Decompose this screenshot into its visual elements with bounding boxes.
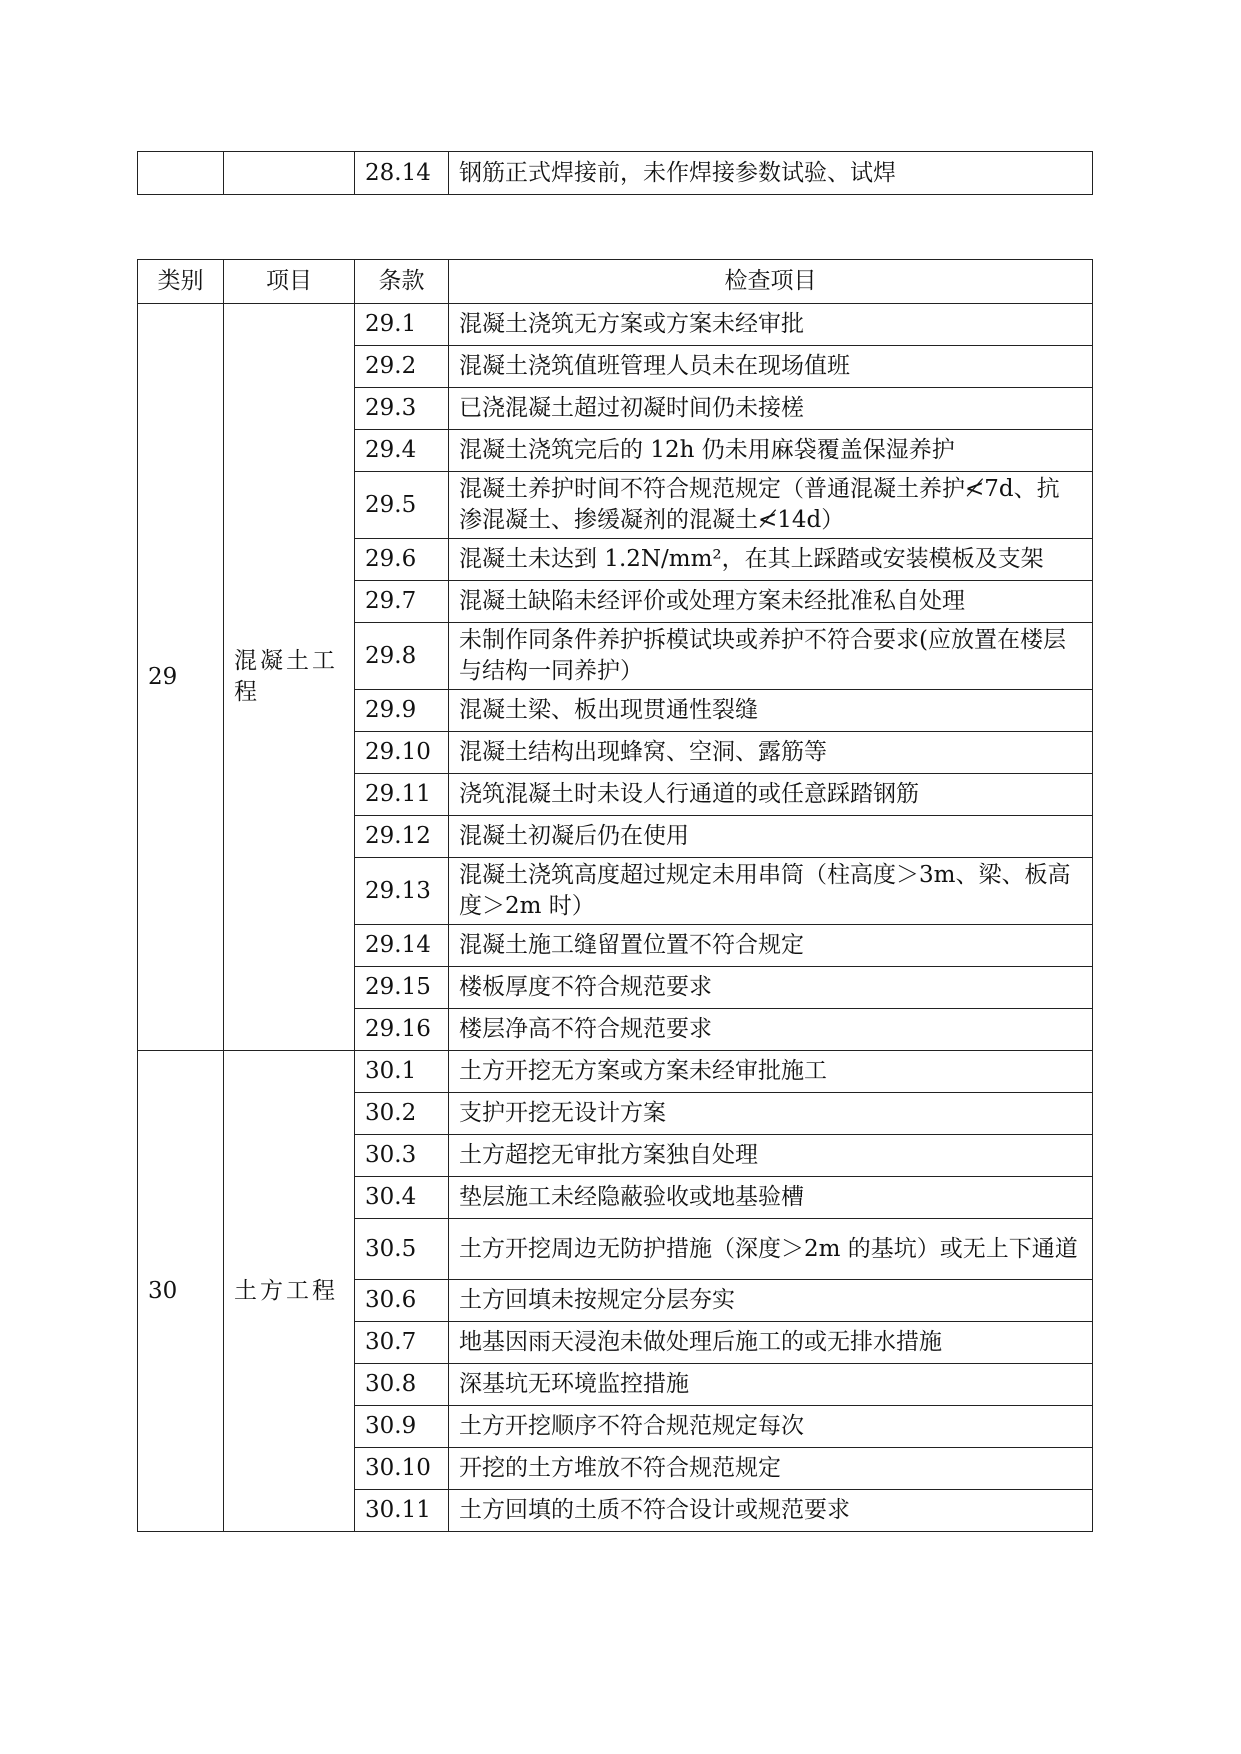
item-cell: 浇筑混凝土时未设人行通道的或任意踩踏钢筋 (449, 774, 1093, 816)
clause-cell: 29.13 (355, 858, 449, 925)
category-cell: 29 (138, 304, 224, 1051)
item-cell: 土方回填的土质不符合设计或规范要求 (449, 1490, 1093, 1532)
table-row (138, 304, 1093, 346)
item-cell: 混凝土缺陷未经评价或处理方案未经批准私自处理 (449, 581, 1093, 623)
header-clause: 条款 (355, 260, 449, 304)
header-project: 项目 (224, 260, 355, 304)
clause-cell: 29.3 (355, 388, 449, 430)
item-cell: 土方回填未按规定分层夯实 (449, 1280, 1093, 1322)
inspection-table (137, 259, 1093, 1532)
item-cell: 已浇混凝土超过初凝时间仍未接槎 (449, 388, 1093, 430)
item-cell: 混凝土结构出现蜂窝、空洞、露筋等 (449, 732, 1093, 774)
clause-cell: 29.11 (355, 774, 449, 816)
clause-cell: 29.12 (355, 816, 449, 858)
item-cell: 土方超挖无审批方案独自处理 (449, 1135, 1093, 1177)
item-cell: 开挖的土方堆放不符合规范规定 (449, 1448, 1093, 1490)
category-cell: 30 (138, 1051, 224, 1532)
item-cell: 混凝土施工缝留置位置不符合规定 (449, 925, 1093, 967)
clause-cell: 29.15 (355, 967, 449, 1009)
item-cell: 支护开挖无设计方案 (449, 1093, 1093, 1135)
clause-cell: 30.5 (355, 1219, 449, 1280)
clause-cell: 30.1 (355, 1051, 449, 1093)
item-cell: 地基因雨天浸泡未做处理后施工的或无排水措施 (449, 1322, 1093, 1364)
table-row (138, 152, 1093, 195)
header-item: 检查项目 (449, 260, 1093, 304)
item-cell: 混凝土梁、板出现贯通性裂缝 (449, 690, 1093, 732)
clause-cell: 29.9 (355, 690, 449, 732)
item-cell: 混凝土养护时间不符合规范规定（普通混凝土养护≮7d、抗渗混凝土、掺缓凝剂的混凝土≮14d） (449, 472, 1093, 539)
table-body (138, 304, 1093, 1532)
clause-cell: 29.8 (355, 623, 449, 690)
project-cell: 混凝土工程 (224, 304, 355, 1051)
clause-cell: 29.2 (355, 346, 449, 388)
clause-cell: 29.16 (355, 1009, 449, 1051)
item-cell: 楼板厚度不符合规范要求 (449, 967, 1093, 1009)
clause-cell: 28.14 (355, 152, 449, 195)
clause-cell: 29.6 (355, 539, 449, 581)
header-category: 类别 (138, 260, 224, 304)
category-cell (138, 152, 224, 195)
item-cell: 混凝土初凝后仍在使用 (449, 816, 1093, 858)
clause-cell: 30.2 (355, 1093, 449, 1135)
item-cell: 楼层净高不符合规范要求 (449, 1009, 1093, 1051)
clause-cell: 30.3 (355, 1135, 449, 1177)
item-cell: 土方开挖无方案或方案未经审批施工 (449, 1051, 1093, 1093)
clause-cell: 30.4 (355, 1177, 449, 1219)
project-cell: 土方工程 (224, 1051, 355, 1532)
clause-cell: 30.11 (355, 1490, 449, 1532)
clause-cell: 30.7 (355, 1322, 449, 1364)
item-cell: 深基坑无环境监控措施 (449, 1364, 1093, 1406)
clause-cell: 30.10 (355, 1448, 449, 1490)
clause-cell: 29.7 (355, 581, 449, 623)
item-cell: 未制作同条件养护拆模试块或养护不符合要求(应放置在楼层与结构一同养护） (449, 623, 1093, 690)
header-row (138, 260, 1093, 304)
continued-table (137, 151, 1093, 195)
clause-cell: 29.10 (355, 732, 449, 774)
clause-cell: 30.9 (355, 1406, 449, 1448)
clause-cell: 30.6 (355, 1280, 449, 1322)
item-cell: 钢筋正式焊接前，未作焊接参数试验、试焊 (449, 152, 1093, 195)
clause-cell: 29.5 (355, 472, 449, 539)
item-cell: 垫层施工未经隐蔽验收或地基验槽 (449, 1177, 1093, 1219)
clause-cell: 29.1 (355, 304, 449, 346)
item-cell: 土方开挖顺序不符合规范规定每次 (449, 1406, 1093, 1448)
table-row (138, 1051, 1093, 1093)
project-cell (224, 152, 355, 195)
item-cell: 混凝土浇筑无方案或方案未经审批 (449, 304, 1093, 346)
clause-cell: 29.4 (355, 430, 449, 472)
item-cell: 混凝土浇筑值班管理人员未在现场值班 (449, 346, 1093, 388)
item-cell: 土方开挖周边无防护措施（深度＞2m 的基坑）或无上下通道 (449, 1219, 1093, 1280)
item-cell: 混凝土浇筑高度超过规定未用串筒（柱高度＞3m、梁、板高度＞2m 时） (449, 858, 1093, 925)
clause-cell: 30.8 (355, 1364, 449, 1406)
clause-cell: 29.14 (355, 925, 449, 967)
item-cell: 混凝土浇筑完后的 12h 仍未用麻袋覆盖保湿养护 (449, 430, 1093, 472)
item-cell: 混凝土未达到 1.2N/mm²，在其上踩踏或安装模板及支架 (449, 539, 1093, 581)
